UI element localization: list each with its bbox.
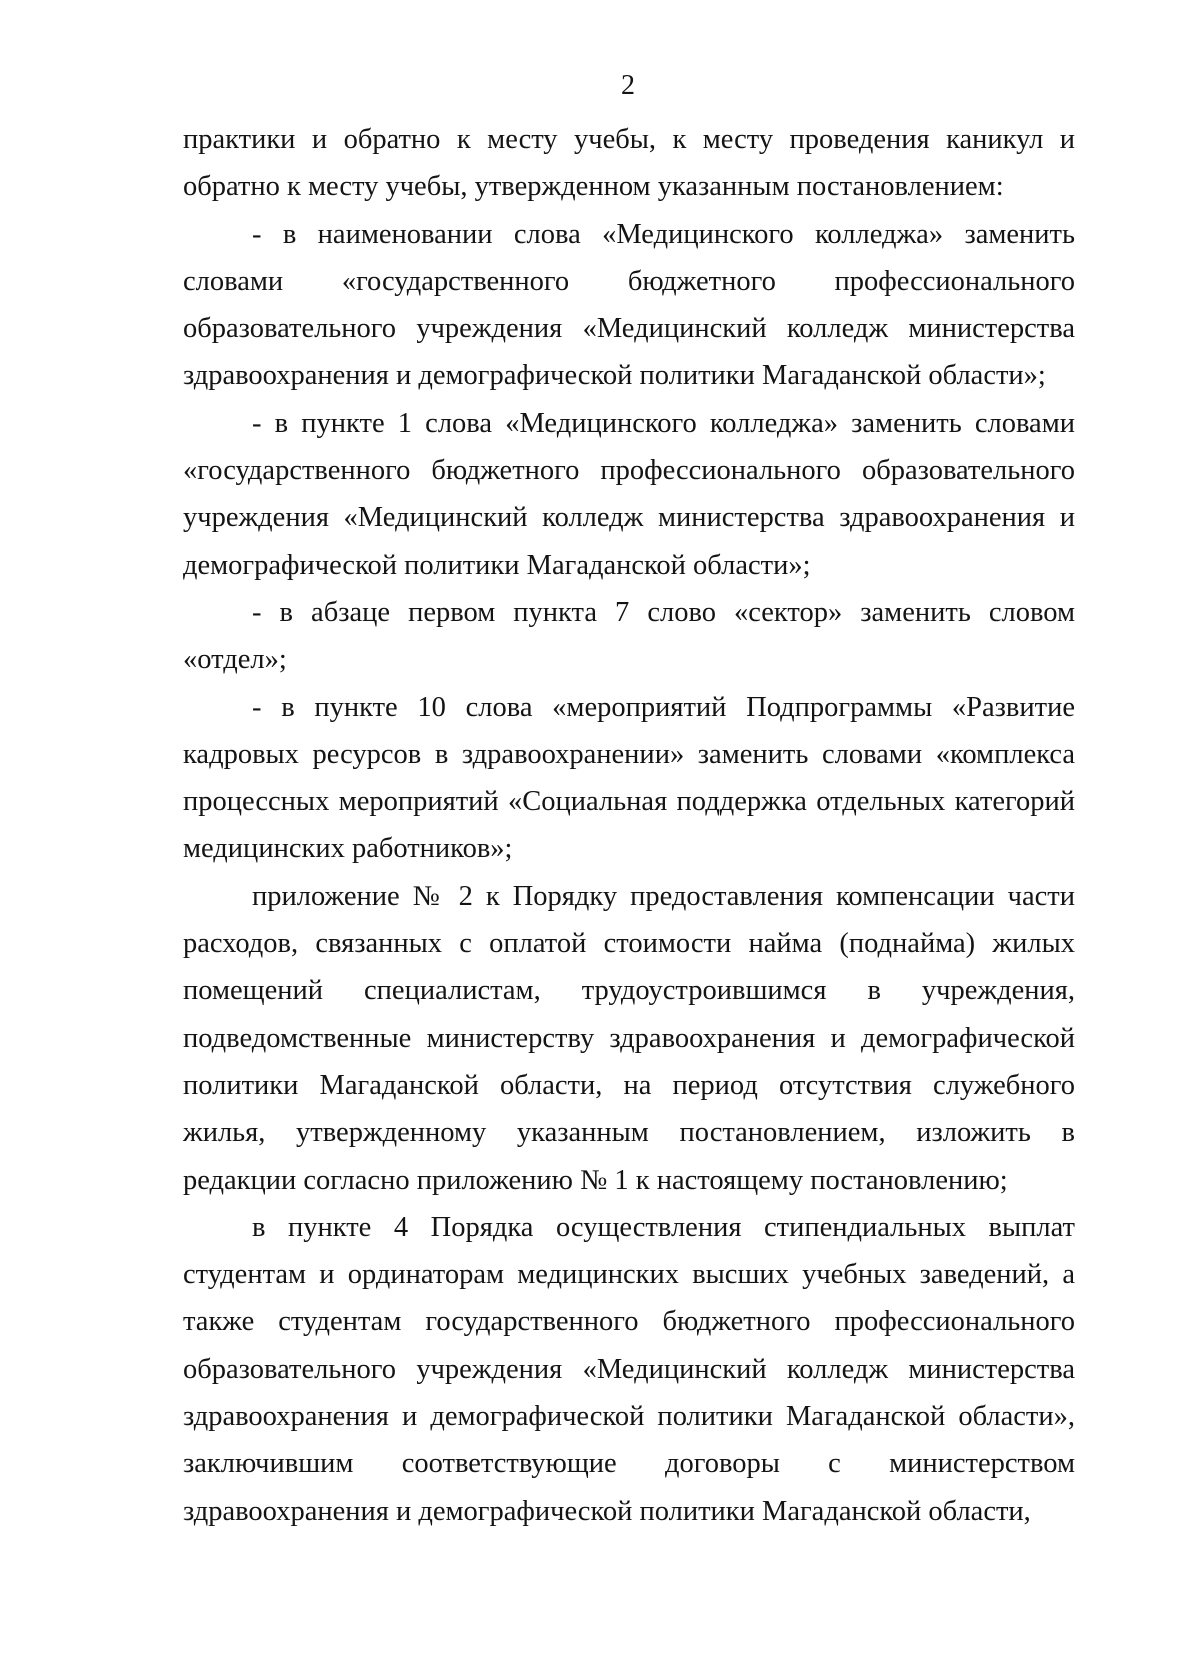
paragraph-item-point-7: - в абзаце первом пункта 7 слово «сектор» заменить словом «отдел»; [183, 596, 1075, 676]
paragraph-point-4-stipend: в пункте 4 Порядка осуществления стипендиальных выплат студентам и ординаторам медицинских высших учебных заведений, а также студентам государственного бюджетного профессионального образовательного учреждения «Медицинский колледж министерства здравоохранения и демографической политики Магаданской области», заключившим соответствующие договоры с министерством здравоохранения и демографической политики Магаданской области, [183, 1211, 1075, 1527]
paragraph-continuation: практики и обратно к месту учебы, к месту проведения каникул и обратно к месту учебы, утвержденном указанным постановлением: [183, 124, 1075, 203]
paragraph-item-point-1: - в пункте 1 слова «Медицинского колледжа» заменить словами «государственного бюджетного профессионального образовательного учреждения «Медицинский колледж министерства здравоохранения и демографической политики Магаданской области»; [183, 407, 1075, 581]
paragraph-appendix-2: приложение № 2 к Порядку предоставления компенсации части расходов, связанных с оплатой стоимости найма (поднайма) жилых помещений специалистам, трудоустроившимся в учреждения, подведомственные министерству здравоохранения и демографической политики Магаданской области, на период отсутствия служебного жилья, утвержденному указанным постановлением, изложить в редакции согласно приложению № 1 к настоящему постановлению; [183, 880, 1075, 1196]
page-number: 2 [621, 70, 635, 101]
paragraph-item-title-rename: - в наименовании слова «Медицинского колледжа» заменить словами «государственного бюджетного профессионального образовательного учреждения «Медицинский колледж министерства здравоохранения и демографической политики Магаданской области»; [183, 218, 1075, 392]
paragraph-item-point-10: - в пункте 10 слова «мероприятий Подпрограммы «Развитие кадровых ресурсов в здравоохранении» заменить словами «комплекса процессных мероприятий «Социальная поддержка отдельных категорий медицинских работников»; [183, 691, 1075, 865]
document-body [183, 116, 1075, 1535]
